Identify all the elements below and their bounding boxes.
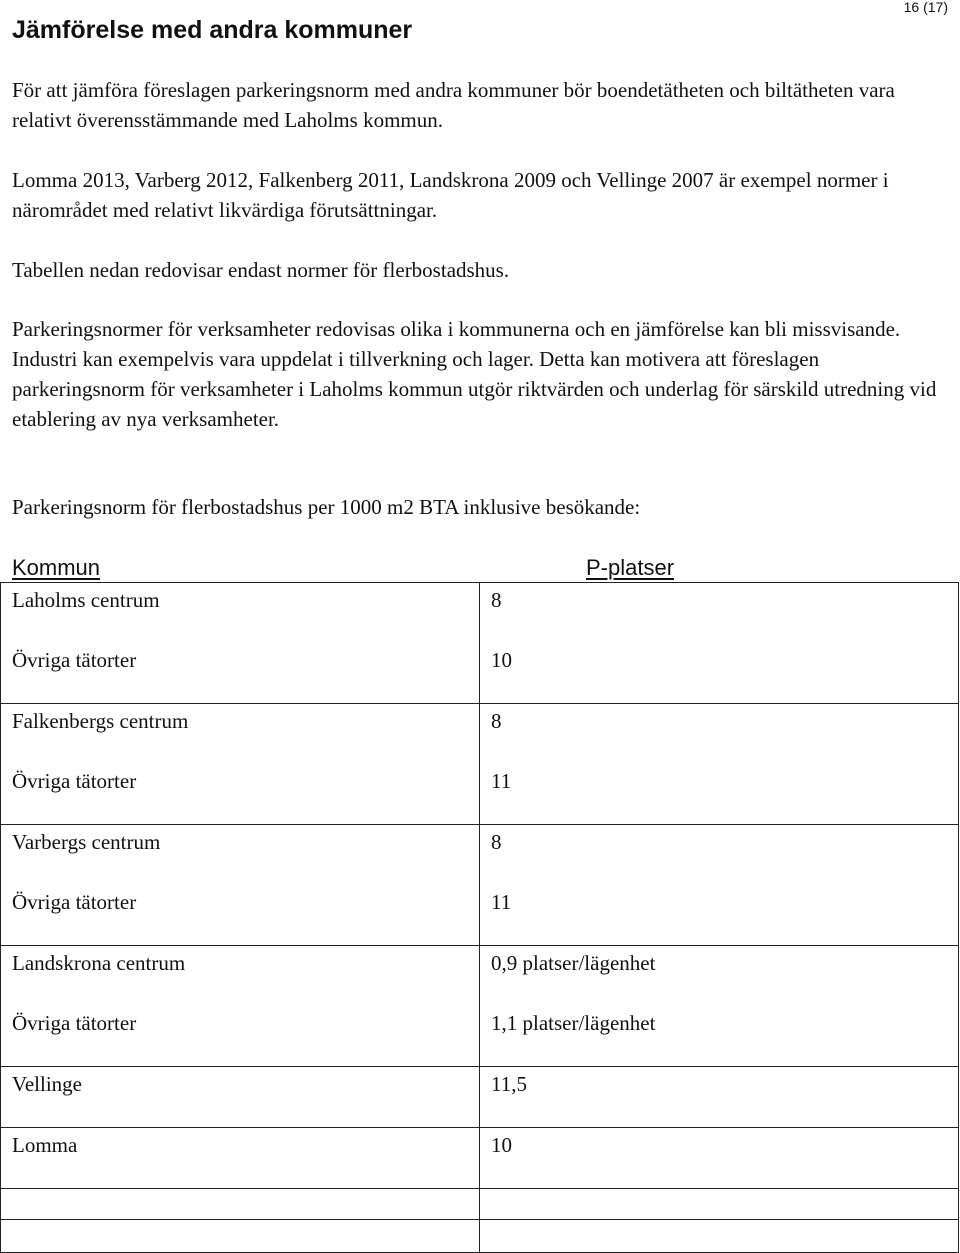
kommun-cell [1, 704, 480, 825]
paragraph-table-scope: Tabellen nedan redovisar endast normer för flerbostadshus. [12, 258, 510, 282]
kommun-cell [1, 946, 480, 1067]
table-caption: Parkeringsnorm för flerbostadshus per 1000 m2 BTA inklusive besökande: [12, 495, 641, 519]
table-row [1, 825, 959, 946]
p-platser-value: 8 [491, 830, 502, 854]
p-platser-value: 11 [491, 769, 512, 793]
p-platser-value: 11,5 [491, 1072, 527, 1096]
p-platser-value: 10 [491, 648, 512, 672]
p-platser-value: 0,9 platser/lägenhet [491, 951, 656, 975]
column-header-kommun: Kommun [12, 555, 101, 580]
p-platser-cell [480, 704, 959, 825]
page-number: 16 (17) [903, 0, 948, 15]
table-row [1, 704, 959, 825]
kommun-name: Övriga tätorter [12, 769, 137, 793]
p-platser-cell [480, 583, 959, 704]
p-platser-value: 1,1 platser/lägenhet [491, 1011, 656, 1035]
empty-cell [1, 1220, 480, 1253]
kommun-name: Varbergs centrum [12, 830, 161, 854]
kommun-name: Övriga tätorter [12, 890, 137, 914]
kommun-cell [1, 1067, 480, 1128]
empty-table-row [1, 1220, 959, 1253]
page-title: Jämförelse med andra kommuner [12, 16, 413, 44]
kommun-cell [1, 1128, 480, 1189]
kommun-name: Laholms centrum [12, 588, 160, 612]
p-platser-cell [480, 1067, 959, 1128]
p-platser-value: 10 [491, 1133, 512, 1157]
kommun-name: Vellinge [12, 1072, 82, 1096]
column-header-p-platser: P-platser [586, 555, 675, 580]
p-platser-cell [480, 946, 959, 1067]
kommun-name: Landskrona centrum [12, 951, 186, 975]
kommun-name: Övriga tätorter [12, 1011, 137, 1035]
p-platser-value: 11 [491, 890, 512, 914]
table-row [1, 1128, 959, 1189]
table-row [1, 583, 959, 704]
paragraph-comparison-intro: För att jämföra föreslagen parkeringsnorm med andra kommuner bör boendetätheten och biltätheten vara relativt överensstämmande med Laholms kommun. [12, 78, 895, 132]
empty-cell [1, 1189, 480, 1220]
kommun-cell [1, 583, 480, 704]
kommun-name: Falkenbergs centrum [12, 709, 189, 733]
p-platser-cell [480, 825, 959, 946]
p-platser-value: 8 [491, 588, 502, 612]
parking-norm-table [0, 582, 959, 1253]
empty-cell [480, 1220, 959, 1253]
kommun-cell [1, 825, 480, 946]
paragraph-example-norms: Lomma 2013, Varberg 2012, Falkenberg 2011, Landskrona 2009 och Vellinge 2007 är exempel normer i närområdet med relativt likvärdiga förutsättningar. [12, 168, 889, 222]
paragraph-business-norms: Parkeringsnormer för verksamheter redovisas olika i kommunerna och en jämförelse kan bli missvisande. Industri kan exempelvis vara uppdelat i tillverkning och lager. Detta kan motivera att föreslagen parkeringsnorm för verksamheter i Laholms kommun utgör riktvärden och underlag för särskild utredning vid etablering av nya verksamheter. [12, 317, 937, 431]
empty-table-row [1, 1189, 959, 1220]
p-platser-cell [480, 1128, 959, 1189]
p-platser-value: 8 [491, 709, 502, 733]
table-row [1, 1067, 959, 1128]
kommun-name: Lomma [12, 1133, 78, 1157]
kommun-name: Övriga tätorter [12, 648, 137, 672]
table-row [1, 946, 959, 1067]
empty-cell [480, 1189, 959, 1220]
